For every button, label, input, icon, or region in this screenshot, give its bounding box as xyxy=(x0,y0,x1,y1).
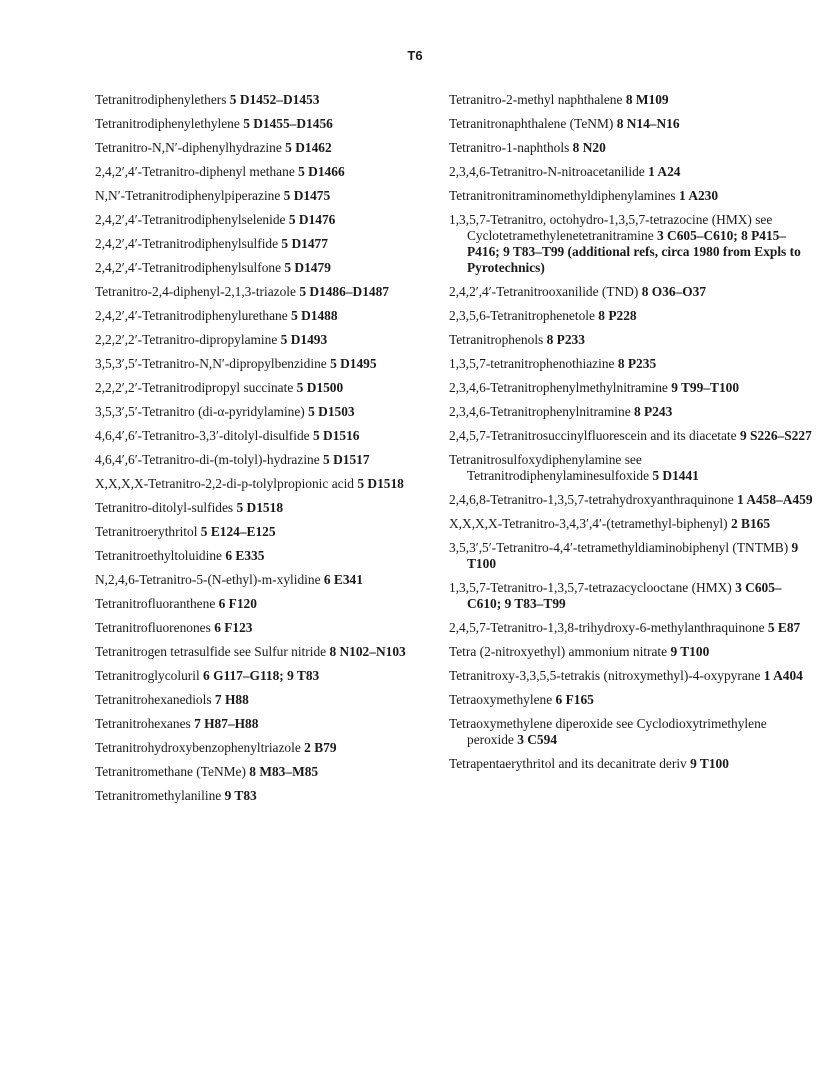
index-entry xyxy=(95,236,460,252)
index-entry xyxy=(95,524,460,540)
entry-reference: 5 D1466 xyxy=(298,164,345,179)
index-entry xyxy=(449,404,814,420)
entry-reference: 6 E341 xyxy=(323,572,363,587)
index-entry xyxy=(95,500,460,516)
index-entry xyxy=(449,692,814,708)
entry-reference: 5 D1486–D1487 xyxy=(299,284,389,299)
entry-reference: 7 H88 xyxy=(214,692,249,707)
index-entry xyxy=(95,452,460,468)
index-entry xyxy=(95,284,460,300)
entry-reference: 5 D1518 xyxy=(357,476,404,491)
entry-reference: 9 T100 xyxy=(690,756,729,771)
index-entry xyxy=(95,212,460,228)
entry-term: Tetranitrophenols xyxy=(449,332,544,347)
entry-reference: 5 D1493 xyxy=(280,332,328,347)
entry-term: Tetranitrodiphenylethers xyxy=(95,92,227,107)
entry-reference: 8 N102–N103 xyxy=(329,644,406,659)
entry-reference: 2 B79 xyxy=(304,740,337,755)
entry-reference: 8 O36–O37 xyxy=(641,284,707,299)
index-entry xyxy=(95,644,460,660)
entry-term: 3,5,3′,5′-Tetranitro (di-α-pyridylamine) xyxy=(95,404,305,419)
index-entry xyxy=(95,596,460,612)
index-entry xyxy=(95,476,460,492)
entry-term: 2,4,5,7-Tetranitro-1,3,8-trihydroxy-6-methylanthraquinone xyxy=(449,620,765,635)
entry-term: 2,2,2′,2′-Tetranitro-dipropylamine xyxy=(95,332,278,347)
entry-term: Tetranitrofluoranthene xyxy=(95,596,216,611)
index-entry xyxy=(449,380,814,396)
entry-reference: 1 A404 xyxy=(763,668,803,683)
entry-reference: 5 D1441 xyxy=(652,468,699,483)
index-entry xyxy=(95,92,460,108)
index-entry xyxy=(449,116,814,132)
entry-reference: 5 D1455–D1456 xyxy=(243,116,333,131)
index-entry xyxy=(449,212,814,276)
index-entry xyxy=(95,164,460,180)
entry-term: Tetranitroerythritol xyxy=(95,524,198,539)
entry-term: 2,4,2′,4′-Tetranitrodiphenylsulfide xyxy=(95,236,279,251)
entry-reference: 5 D1477 xyxy=(281,236,328,251)
entry-term: 3,5,3′,5′-Tetranitro-N,N′-dipropylbenzidine xyxy=(95,356,327,371)
page-label: T6 xyxy=(407,48,423,63)
entry-term: Tetranitrohexanediols xyxy=(95,692,212,707)
entry-term: X,X,X,X-Tetranitro-3,4,3′,4′-(tetramethyl-biphenyl) xyxy=(449,516,728,531)
entry-term: 2,3,4,6-Tetranitro-N-nitroacetanilide xyxy=(449,164,645,179)
index-entry xyxy=(449,540,814,572)
entry-term: Tetranitrohexanes xyxy=(95,716,191,731)
index-entry xyxy=(449,164,814,180)
index-entry xyxy=(449,620,814,636)
index-entry xyxy=(449,644,814,660)
entry-term: Tetranitro-2-methyl naphthalene xyxy=(449,92,623,107)
index-entry xyxy=(95,404,460,420)
entry-term: Tetranitromethane (TeNMe) xyxy=(95,764,246,779)
entry-term: 2,4,6,8-Tetranitro-1,3,5,7-tetrahydroxyanthraquinone xyxy=(449,492,734,507)
index-entry xyxy=(95,188,460,204)
entry-term: Tetranitrosulfoxydiphenylamine see Tetranitrodiphenylaminesulfoxide xyxy=(449,452,650,483)
entry-term: Tetranitroxy-3,3,5,5-tetrakis (nitroxymethyl)-4-oxypyrane xyxy=(449,668,761,683)
index-entry xyxy=(95,356,460,372)
entry-reference: 5 D1495 xyxy=(330,356,377,371)
entry-reference: 3 C605–C610; 9 T83–T99 xyxy=(467,580,782,611)
entry-term: 4,6,4′,6′-Tetranitro-3,3′-ditolyl-disulfide xyxy=(95,428,310,443)
index-entry xyxy=(95,572,460,588)
index-entry xyxy=(95,548,460,564)
index-entry xyxy=(449,332,814,348)
entry-term: 2,4,2′,4′-Tetranitrooxanilide (TND) xyxy=(449,284,639,299)
entry-term: Tetranitromethylaniline xyxy=(95,788,222,803)
entry-term: Tetranitrohydroxybenzophenyltriazole xyxy=(95,740,301,755)
entry-term: 2,4,2′,4′-Tetranitrodiphenylsulfone xyxy=(95,260,282,275)
index-column-left xyxy=(95,92,460,804)
entry-term: Tetranitro-N,N′-diphenylhydrazine xyxy=(95,140,282,155)
index-entry xyxy=(95,764,460,780)
index-entry xyxy=(95,788,460,804)
entry-reference: 5 D1517 xyxy=(323,452,370,467)
entry-reference: 8 N20 xyxy=(572,140,606,155)
entry-term: 2,4,2′,4′-Tetranitrodiphenylurethane xyxy=(95,308,288,323)
entry-reference: 3 C605–C610; 8 P415–P416; 9 T83–T99 (additional refs, circa 1980 from Expls to Pyrotechnics) xyxy=(467,228,801,275)
entry-reference: 5 D1503 xyxy=(308,404,355,419)
entry-reference: 1 A230 xyxy=(679,188,719,203)
entry-reference: 8 P233 xyxy=(546,332,585,347)
entry-term: Tetranitrogen tetrasulfide see Sulfur nitride xyxy=(95,644,327,659)
entry-reference: 2 B165 xyxy=(730,516,771,531)
entry-term: Tetra (2-nitroxyethyl) ammonium nitrate xyxy=(449,644,668,659)
entry-term: Tetranitrodiphenylethylene xyxy=(95,116,240,131)
index-entry xyxy=(95,692,460,708)
index-entry xyxy=(95,140,460,156)
index-entry xyxy=(95,428,460,444)
index-entry xyxy=(95,380,460,396)
entry-term: N,N′-Tetranitrodiphenylpiperazine xyxy=(95,188,281,203)
entry-term: 3,5,3′,5′-Tetranitro-4,4′-tetramethyldiaminobiphenyl (TNTMB) xyxy=(449,540,789,555)
index-entry xyxy=(95,716,460,732)
entry-reference: 1 A24 xyxy=(648,164,681,179)
entry-reference: 6 F165 xyxy=(555,692,594,707)
index-entry xyxy=(449,92,814,108)
entry-term: 2,3,4,6-Tetranitrophenylnitramine xyxy=(449,404,631,419)
entry-reference: 6 F123 xyxy=(214,620,253,635)
entry-reference: 8 P243 xyxy=(634,404,673,419)
index-column-right xyxy=(449,92,814,780)
entry-term: 1,3,5,7-tetranitrophenothiazine xyxy=(449,356,615,371)
entry-reference: 5 D1476 xyxy=(288,212,336,227)
entry-reference: 5 D1479 xyxy=(284,260,331,275)
index-entry xyxy=(449,356,814,372)
entry-term: 2,3,4,6-Tetranitrophenylmethylnitramine xyxy=(449,380,668,395)
index-entry xyxy=(95,668,460,684)
entry-reference: 5 D1475 xyxy=(283,188,331,203)
index-entry xyxy=(449,716,814,748)
entry-term: Tetranitro-1-naphthols xyxy=(449,140,570,155)
entry-reference: 5 D1516 xyxy=(312,428,360,443)
entry-term: X,X,X,X-Tetranitro-2,2-di-p-tolylpropionic acid xyxy=(95,476,354,491)
entry-reference: 9 S226–S227 xyxy=(739,428,812,443)
index-entry xyxy=(449,668,814,684)
entry-term: 2,4,2′,4′-Tetranitrodiphenylselenide xyxy=(95,212,286,227)
entry-term: 2,2,2′,2′-Tetranitrodipropyl succinate xyxy=(95,380,294,395)
index-entry xyxy=(95,116,460,132)
entry-reference: 9 T100 xyxy=(670,644,710,659)
entry-term: 2,4,2′,4′-Tetranitro-diphenyl methane xyxy=(95,164,295,179)
entry-term: 1,3,5,7-Tetranitro-1,3,5,7-tetrazacyclooctane (HMX) xyxy=(449,580,732,595)
entry-term: 1,3,5,7-Tetranitro, octohydro-1,3,5,7-tetrazocine (HMX) see Cyclotetramethylenetetranitramine xyxy=(449,212,773,243)
index-entry xyxy=(449,188,814,204)
entry-reference: 9 T100 xyxy=(467,540,799,571)
index-entry xyxy=(449,140,814,156)
entry-term: Tetranitro-2,4-diphenyl-2,1,3-triazole xyxy=(95,284,296,299)
entry-reference: 5 D1518 xyxy=(236,500,284,515)
index-entry xyxy=(449,756,814,772)
entry-term: 2,3,5,6-Tetranitrophenetole xyxy=(449,308,595,323)
index-entry xyxy=(95,260,460,276)
entry-term: Tetraoxymethylene diperoxide see Cyclodioxytrimethylene peroxide xyxy=(449,716,767,747)
entry-reference: 8 M83–M85 xyxy=(249,764,319,779)
entry-term: 2,4,5,7-Tetranitrosuccinylfluorescein and its diacetate xyxy=(449,428,737,443)
entry-term: Tetranitronaphthalene (TeNM) xyxy=(449,116,614,131)
index-entry xyxy=(95,332,460,348)
entry-reference: 9 T99–T100 xyxy=(671,380,740,395)
index-entry xyxy=(95,620,460,636)
entry-term: Tetrapentaerythritol and its decanitrate deriv xyxy=(449,756,687,771)
entry-reference: 8 N14–N16 xyxy=(616,116,680,131)
index-entry xyxy=(449,492,814,508)
entry-reference: 8 M109 xyxy=(625,92,669,107)
entry-reference: 8 P235 xyxy=(617,356,657,371)
entry-reference: 9 T83 xyxy=(224,788,257,803)
entry-reference: 8 P228 xyxy=(598,308,637,323)
entry-term: Tetranitronitraminomethyldiphenylamines xyxy=(449,188,676,203)
index-entry xyxy=(95,740,460,756)
entry-term: Tetranitrofluorenones xyxy=(95,620,211,635)
index-entry xyxy=(95,308,460,324)
entry-reference: 6 E335 xyxy=(225,548,265,563)
index-entry xyxy=(449,516,814,532)
index-entry xyxy=(449,580,814,612)
entry-reference: 5 D1488 xyxy=(291,308,338,323)
index-entry xyxy=(449,284,814,300)
entry-reference: 6 F120 xyxy=(218,596,257,611)
entry-reference: 5 D1462 xyxy=(285,140,332,155)
entry-reference: 1 A458–A459 xyxy=(737,492,813,507)
entry-term: N,2,4,6-Tetranitro-5-(N-ethyl)-m-xylidine xyxy=(95,572,321,587)
entry-term: Tetranitroethyltoluidine xyxy=(95,548,222,563)
entry-term: Tetraoxymethylene xyxy=(449,692,553,707)
entry-reference: 6 G117–G118; 9 T83 xyxy=(203,668,320,683)
entry-reference: 5 D1452–D1453 xyxy=(229,92,320,107)
entry-reference: 5 E124–E125 xyxy=(200,524,276,539)
entry-term: 4,6,4′,6′-Tetranitro-di-(m-tolyl)-hydrazine xyxy=(95,452,320,467)
entry-reference: 7 H87–H88 xyxy=(194,716,259,731)
entry-term: Tetranitro-ditolyl-sulfides xyxy=(95,500,234,515)
index-entry xyxy=(449,308,814,324)
entry-reference: 5 E87 xyxy=(767,620,801,635)
entry-reference: 5 D1500 xyxy=(296,380,344,395)
entry-reference: 3 C594 xyxy=(517,732,558,747)
index-entry xyxy=(449,428,814,444)
entry-term: Tetranitroglycoluril xyxy=(95,668,200,683)
index-entry xyxy=(449,452,814,484)
